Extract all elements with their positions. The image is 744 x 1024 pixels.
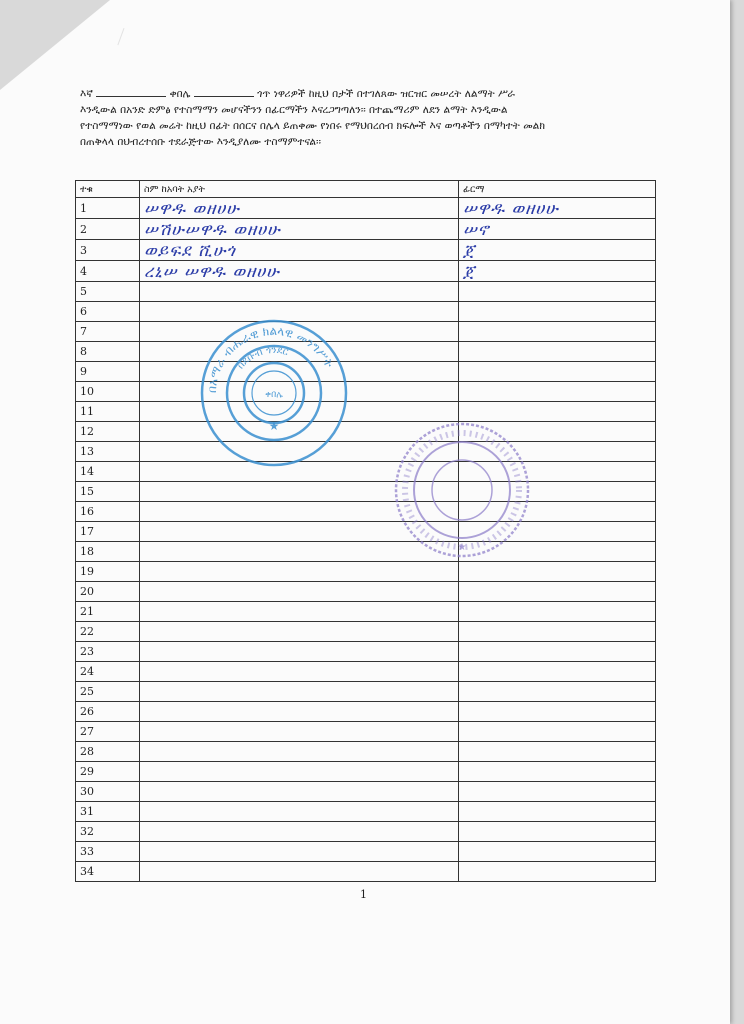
- row-number: 26: [76, 702, 140, 722]
- handwritten-signature: ጀ: [463, 241, 476, 261]
- table-row: [76, 219, 656, 240]
- table-row: [76, 822, 656, 842]
- table-row: [76, 362, 656, 382]
- row-signature-cell: [459, 702, 656, 722]
- handwritten-signature: ሠኖ: [463, 220, 490, 240]
- header-number: ተቁ: [76, 181, 140, 198]
- blank-field-village: [96, 86, 166, 97]
- row-signature-cell: [459, 240, 656, 261]
- table-row: [76, 682, 656, 702]
- table-row: [76, 642, 656, 662]
- row-number: 34: [76, 862, 140, 882]
- row-number: 29: [76, 762, 140, 782]
- page-number: 1: [360, 888, 367, 901]
- table-row: [76, 742, 656, 762]
- row-name-cell: [140, 702, 459, 722]
- table-row: [76, 322, 656, 342]
- table-row: [76, 282, 656, 302]
- row-signature-cell: [459, 562, 656, 582]
- row-signature-cell: [459, 282, 656, 302]
- row-number: 9: [76, 362, 140, 382]
- row-number: 15: [76, 482, 140, 502]
- row-signature-cell: [459, 842, 656, 862]
- table-row: [76, 602, 656, 622]
- intro-line-1: ጎጥ ነዋሪዎች ከዚህ በታች በተገለጸው ዝርዝር መሠረት ለልማት ሥራ: [257, 88, 515, 100]
- table-row: [76, 622, 656, 642]
- table-row: [76, 782, 656, 802]
- row-name-cell: [140, 722, 459, 742]
- row-signature-cell: [459, 782, 656, 802]
- row-number: 12: [76, 422, 140, 442]
- table-row: [76, 522, 656, 542]
- row-signature-cell: [459, 322, 656, 342]
- row-name-cell: [140, 282, 459, 302]
- row-name-cell: [140, 219, 459, 240]
- table-row: [76, 842, 656, 862]
- table-row: [76, 862, 656, 882]
- table-row: [76, 722, 656, 742]
- stamp-star-icon: ★: [457, 542, 467, 553]
- handwritten-name: ወይፍደ ሺሁጎ: [144, 241, 236, 261]
- table-row: [76, 402, 656, 422]
- row-signature-cell: [459, 742, 656, 762]
- row-name-cell: [140, 642, 459, 662]
- row-signature-cell: [459, 682, 656, 702]
- handwritten-name: ረኒሠ ሠዋዱ ወዘሀሁ: [144, 262, 280, 282]
- intro-prefix: እኛ: [80, 88, 93, 100]
- row-number: 28: [76, 742, 140, 762]
- row-signature-cell: [459, 402, 656, 422]
- handwritten-name: ሠዋዱ ወዘሀሁ: [144, 199, 240, 219]
- row-name-cell: [140, 582, 459, 602]
- row-number: 27: [76, 722, 140, 742]
- handwritten-signature: ጀ: [463, 262, 476, 282]
- row-number: 7: [76, 322, 140, 342]
- table-row: [76, 240, 656, 261]
- intro-line-3: የተስማማነው የወል መሬት ከዚህ በፊት በሰርና በሌላ ይጠቀሙ የነበሩ የማህበረሰብ ክፍሎች እና ወጣቶችን በማካተት መልክ: [80, 120, 546, 132]
- table-row: [76, 442, 656, 462]
- stamp-center-text: ቀበሌ: [265, 390, 283, 400]
- table-row: [76, 482, 656, 502]
- row-signature-cell: [459, 602, 656, 622]
- table-row: [76, 462, 656, 482]
- stamp-inner-text: በደቡብ ጎንደር: [235, 344, 290, 372]
- table-header-row: [76, 181, 656, 198]
- row-number: 11: [76, 402, 140, 422]
- row-number: 17: [76, 522, 140, 542]
- row-signature-cell: [459, 862, 656, 882]
- row-signature-cell: [459, 722, 656, 742]
- header-signature: ፊርማ: [459, 181, 656, 198]
- row-number: 21: [76, 602, 140, 622]
- row-number: 20: [76, 582, 140, 602]
- table-row: [76, 302, 656, 322]
- pencil-mark: [117, 28, 137, 50]
- intro-line-4: በጠቅላላ በህብረተሰቡ ተደራጅተው እንዲያለሙ ተስማምተናል፡፡: [80, 136, 322, 148]
- row-number: 2: [76, 219, 140, 240]
- table-row: [76, 802, 656, 822]
- row-name-cell: [140, 822, 459, 842]
- intro-paragraph: [80, 86, 660, 150]
- row-number: 5: [76, 282, 140, 302]
- row-number: 31: [76, 802, 140, 822]
- row-number: 32: [76, 822, 140, 842]
- table-row: [76, 342, 656, 362]
- table-row: [76, 198, 656, 219]
- row-name-cell: [140, 240, 459, 261]
- row-number: 6: [76, 302, 140, 322]
- folded-corner: [0, 0, 110, 90]
- row-number: 1: [76, 198, 140, 219]
- table-row: [76, 542, 656, 562]
- row-signature-cell: [459, 582, 656, 602]
- table-row: [76, 662, 656, 682]
- row-name-cell: [140, 198, 459, 219]
- table-row: [76, 422, 656, 442]
- row-signature-cell: [459, 622, 656, 642]
- table-body: [76, 198, 656, 882]
- row-number: 16: [76, 502, 140, 522]
- row-signature-cell: [459, 198, 656, 219]
- row-signature-cell: [459, 822, 656, 842]
- blue-official-stamp: [198, 318, 350, 468]
- row-number: 24: [76, 662, 140, 682]
- row-number: 13: [76, 442, 140, 462]
- handwritten-name: ሠሽሁሠዋዱ ወዘሀሁ: [144, 220, 281, 240]
- signature-table: [75, 180, 656, 882]
- row-signature-cell: [459, 802, 656, 822]
- row-name-cell: [140, 662, 459, 682]
- row-name-cell: [140, 842, 459, 862]
- row-name-cell: [140, 261, 459, 282]
- row-name-cell: [140, 862, 459, 882]
- row-name-cell: [140, 682, 459, 702]
- header-name: ስም ከአባት አያት: [140, 181, 459, 198]
- row-signature-cell: [459, 762, 656, 782]
- table-row: [76, 502, 656, 522]
- row-name-cell: [140, 562, 459, 582]
- stamp-outer-text: በአማራ ብሔራዊ ክልላዊ መንግሥት: [204, 323, 337, 394]
- row-signature-cell: [459, 302, 656, 322]
- row-number: 19: [76, 562, 140, 582]
- row-number: 8: [76, 342, 140, 362]
- table-row: [76, 762, 656, 782]
- row-name-cell: [140, 742, 459, 762]
- stamp-star-icon: ★: [268, 419, 280, 433]
- table-row: [76, 261, 656, 282]
- row-number: 22: [76, 622, 140, 642]
- purple-official-stamp: [392, 422, 532, 558]
- row-signature-cell: [459, 219, 656, 240]
- table-row: [76, 382, 656, 402]
- row-signature-cell: [459, 662, 656, 682]
- table-row: [76, 702, 656, 722]
- row-number: 10: [76, 382, 140, 402]
- handwritten-signature: ሠዋዱ ወዘሀሁ: [463, 199, 559, 219]
- row-number: 25: [76, 682, 140, 702]
- row-signature-cell: [459, 382, 656, 402]
- row-name-cell: [140, 622, 459, 642]
- row-signature-cell: [459, 642, 656, 662]
- row-number: 3: [76, 240, 140, 261]
- row-signature-cell: [459, 261, 656, 282]
- row-number: 33: [76, 842, 140, 862]
- kebele-label: ቀበሌ: [169, 88, 191, 100]
- table-row: [76, 582, 656, 602]
- row-signature-cell: [459, 342, 656, 362]
- row-number: 4: [76, 261, 140, 282]
- svg-text:በደቡብ ጎንደር: [235, 345, 290, 371]
- row-name-cell: [140, 602, 459, 622]
- row-number: 18: [76, 542, 140, 562]
- table-row: [76, 562, 656, 582]
- intro-line-2: እንዲውል በአንድ ድምፅ የተስማማን መሆናችንን በፊርማችን እናረጋግጣለን፡፡ በተጨማሪም ለደን ልማት እንዲውል: [80, 104, 508, 116]
- row-signature-cell: [459, 362, 656, 382]
- row-name-cell: [140, 782, 459, 802]
- row-number: 30: [76, 782, 140, 802]
- row-number: 23: [76, 642, 140, 662]
- row-number: 14: [76, 462, 140, 482]
- row-name-cell: [140, 762, 459, 782]
- row-name-cell: [140, 802, 459, 822]
- blank-field-kebele: [194, 86, 254, 97]
